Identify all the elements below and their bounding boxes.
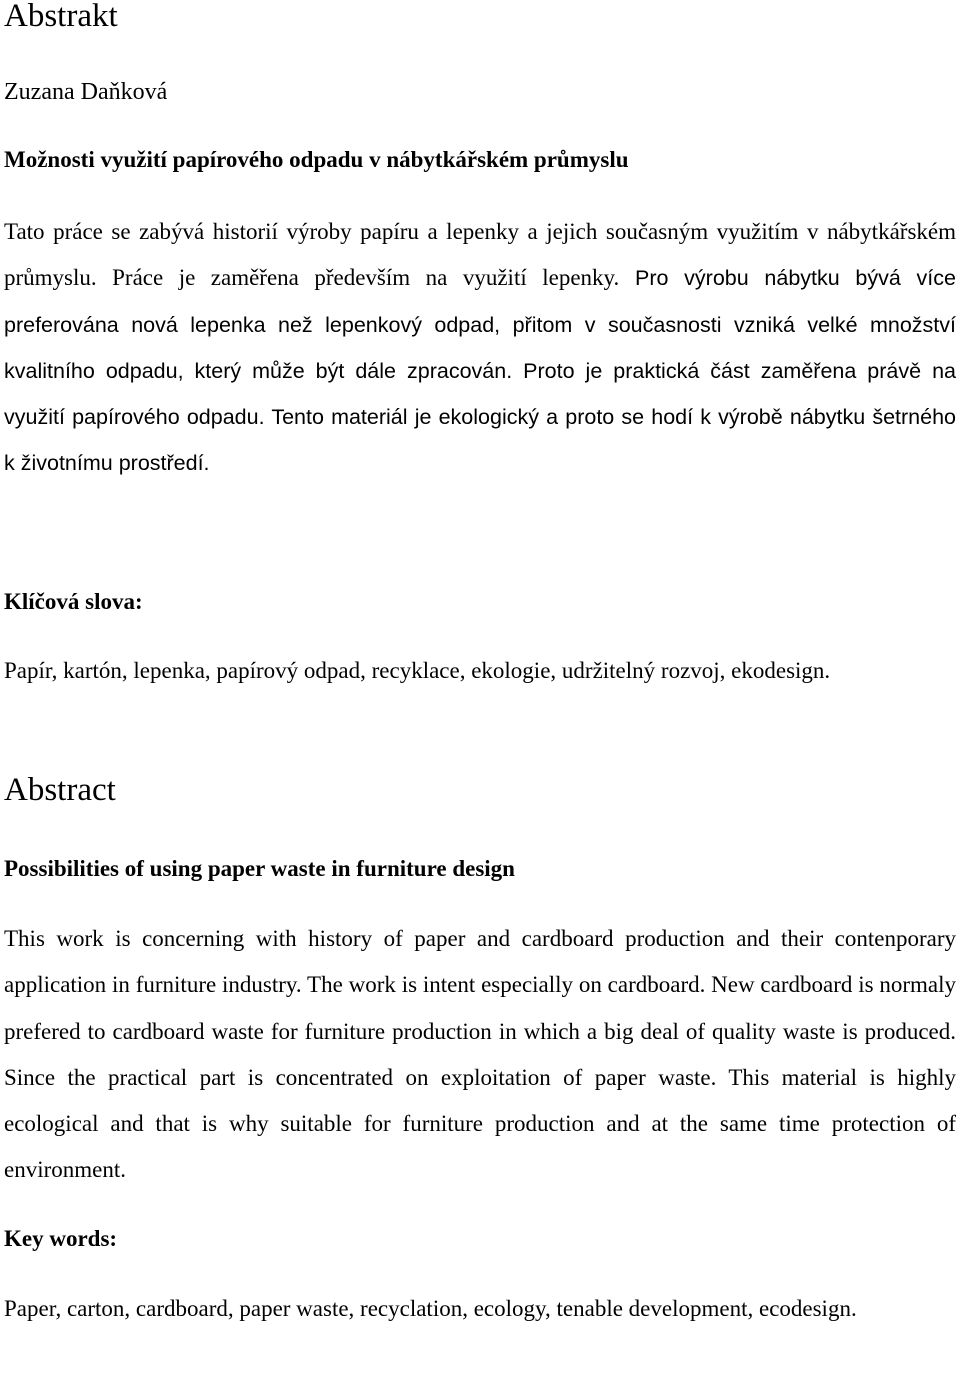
czech-keywords: Papír, kartón, lepenka, papírový odpad, recyklace, ekologie, udržitelný rozvoj, ekodesign. (4, 658, 831, 683)
czech-abstract-lead: Tato práce se zabývá historií výroby papíru a lepenky a jejich současným využitím v nábytkářském průmyslu. Práce je zaměřena především na využití lepenky. (4, 219, 956, 291)
author-name: Zuzana Daňková (4, 79, 168, 105)
czech-abstract-rest: Pro výrobu nábytku bývá více preferována nová lepenka než lepenkový odpad, přitom v současnosti vzniká velké množství kvalitního odpadu, který může být dále zpracován. Proto je praktická část zaměřena právě na využití papírového odpadu. Tento materiál je ekologický a proto se hodí k výrobě nábytku šetrného k životnímu prostředí. (4, 266, 956, 476)
english-abstract-paragraph: This work is concerning with history of paper and cardboard production and their contenporary application in furniture industry. The work is intent especially on cardboard. New cardboard is normaly prefered to cardboard waste for furniture production in which a big deal of quality waste is produced. Since the practical part is concentrated on exploitation of paper waste. This material is highly ecological and that is why suitable for furniture production and at the same time protection of environment. (4, 926, 956, 1183)
english-thesis-title: Possibilities of using paper waste in furniture design (4, 856, 515, 881)
czech-keywords-label: Klíčová slova: (4, 589, 143, 614)
abstrakt-heading: Abstrakt (4, 0, 118, 34)
abstract-heading: Abstract (4, 772, 116, 808)
czech-abstract-paragraph (4, 209, 956, 487)
english-keywords: Paper, carton, cardboard, paper waste, recyclation, ecology, tenable development, ecodesign. (4, 1296, 857, 1321)
english-keywords-label: Key words: (4, 1226, 118, 1251)
czech-thesis-title: Možnosti využití papírového odpadu v nábytkářském průmyslu (4, 147, 629, 172)
